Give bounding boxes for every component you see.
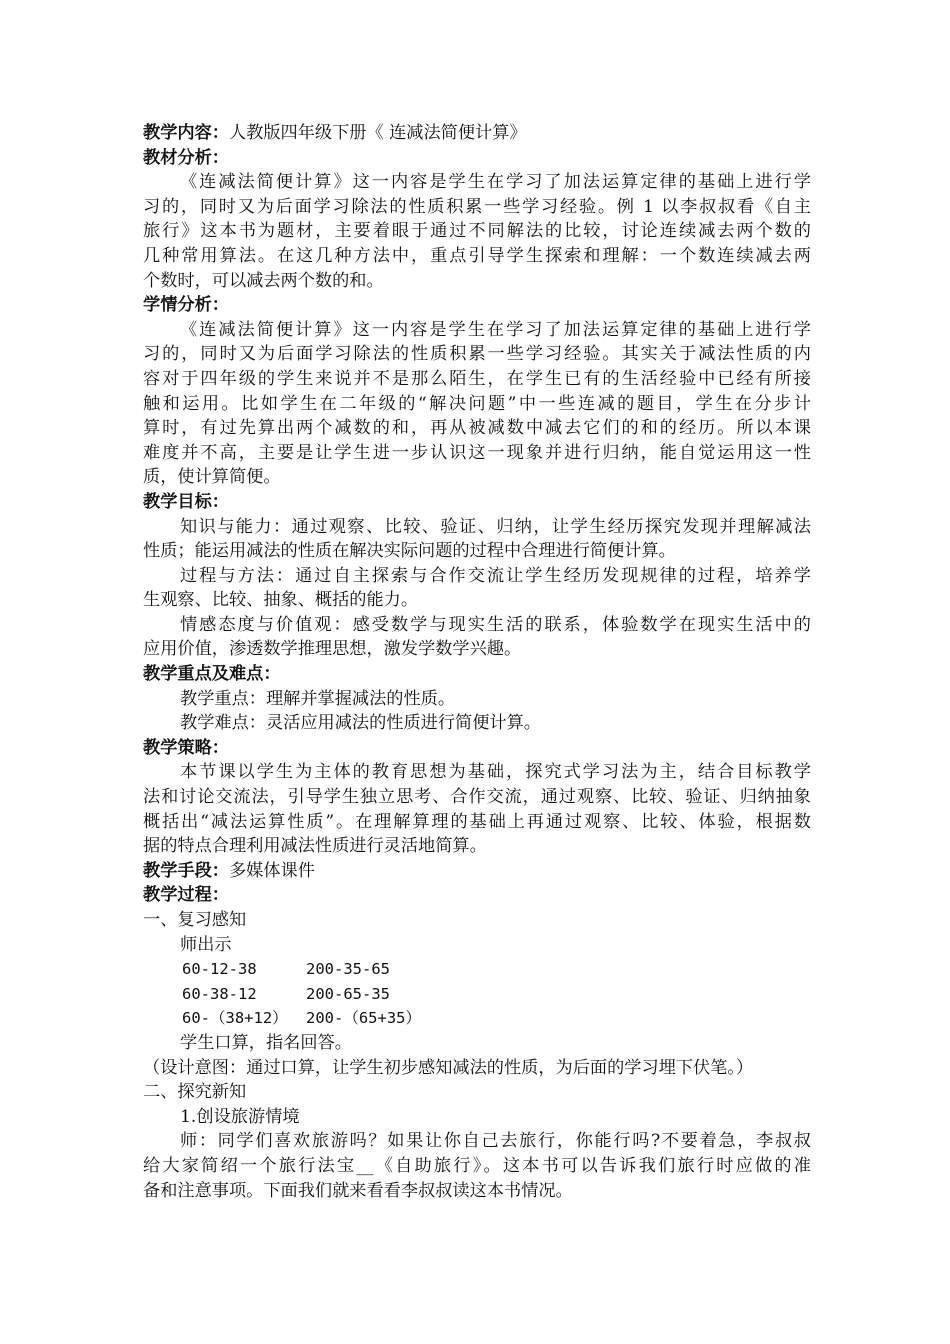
section-title: 一、复习感知	[143, 910, 247, 930]
paragraph-line: 过程与方法：通过自主探索与合作交流让学生经历发现规律的过程，培养学	[180, 565, 811, 586]
calculation-expression: 60-12-38	[182, 960, 257, 979]
strategy-heading: 教学策略：	[143, 737, 229, 758]
objectives-heading: 教学目标：	[143, 491, 229, 512]
document-body	[143, 121, 811, 1203]
key-points-heading: 教学重点及难点：	[143, 664, 281, 685]
paragraph-line: 旅行》这本书为题材，主要着眼于通过不同解法的比较，讨论连续减去两个数的	[143, 221, 811, 242]
paragraph-line: 难度并不高，主要是让学生进一步认识这一现象并进行归纳，能自觉运用这一性	[143, 442, 811, 463]
paragraph-line: 法和讨论交流法，引导学生独立思考、合作交流，通过观察、比较、验证、归纳抽象	[143, 787, 811, 808]
paragraph-line: 习的，同时又为后面学习除法的性质积累一些学习经验。其实关于减法性质的内	[143, 344, 811, 365]
teaching-content-value: 人教版四年级下册《 连减法简便计算》	[228, 123, 527, 143]
calculation-expression: 200-35-65	[306, 960, 390, 979]
teaching-content-line	[143, 121, 811, 146]
paragraph-line: 《连减法简便计算》这一内容是学生在学习了加法运算定律的基础上进行学	[180, 319, 811, 340]
paragraph-line: 生观察、比较、抽象、概括的能力。	[143, 590, 419, 611]
calculation-expression: 200-（65+35）	[306, 1009, 421, 1028]
paragraph-line: 概括出“减法运算性质”。在理解算理的基础上再通过观察、比较、体验，根据数	[143, 811, 811, 832]
paragraph-line: 几种常用算法。在这几种方法中，重点引导学生探索和理解：一个数连续减去两	[143, 245, 811, 266]
paragraph-line: 备和注意事项。下面我们就来看看李叔叔读这本书情况。	[143, 1180, 573, 1201]
process-heading: 教学过程：	[143, 885, 229, 906]
paragraph-line: 《连减法简便计算》这一内容是学生在学习了加法运算定律的基础上进行学	[180, 172, 811, 193]
paragraph-line: 容对于四年级的学生来说并不是那么陌生，在学生已有的生活经验中已经有所接	[143, 368, 811, 389]
calculation-row	[143, 1006, 811, 1031]
calculation-expression: 60-38-12	[182, 984, 257, 1003]
student-analysis-heading: 学情分析：	[143, 295, 229, 316]
paragraph-line: 个数时，可以减去两个数的和。	[143, 270, 384, 291]
paragraph-line: 师：同学们喜欢旅游吗？如果让你自己去旅行，你能行吗?不要着急，李叔叔	[180, 1131, 811, 1152]
paragraph-line: 据的特点合理利用减法性质进行灵活地简算。	[143, 836, 487, 857]
paragraph-line: 算时，有过先算出两个减数的和，再从被减数中减去它们的和的经历。所以本课	[143, 418, 811, 439]
paragraph-line: 学生口算，指名回答。	[180, 1032, 352, 1053]
calculation-row	[143, 957, 811, 982]
calculation-row	[143, 982, 811, 1007]
paragraph-line: 性质；能运用减法的性质在解决实际问题的过程中合理进行简便计算。	[143, 541, 676, 562]
calculation-expression: 200-65-35	[306, 984, 390, 1003]
teaching-means-line	[143, 859, 811, 884]
teaching-means-value: 多媒体课件	[228, 860, 315, 881]
paragraph-line: 教学重点：理解并掌握减法的性质。	[180, 688, 456, 709]
paragraph-line: 本节课以学生为主体的教育思想为基础，探究式学习法为主，结合目标教学	[180, 762, 811, 783]
paragraph-line: 习的，同时又为后面学习除法的性质积累一些学习经验。例 1 以李叔叔看《自主	[143, 196, 811, 217]
teaching-means-label: 教学手段：	[143, 860, 229, 881]
design-intent-note: （设计意图：通过口算，让学生初步感知减法的性质，为后面的学习埋下伏笔。）	[143, 1057, 754, 1078]
teaching-content-label: 教学内容：	[143, 123, 229, 143]
paragraph-line: 师出示	[180, 934, 232, 955]
paragraph-line: 教学难点：灵活应用减法的性质进行简便计算。	[180, 713, 541, 734]
paragraph-line: 给大家简绍一个旅行法宝__《自助旅行》。这本书可以告诉我们旅行时应做的准	[143, 1155, 811, 1176]
calculation-expression: 60-（38+12）	[182, 1009, 288, 1028]
textbook-analysis-heading: 教材分析：	[143, 147, 229, 168]
subsection-title: 1.创设旅游情境	[180, 1106, 300, 1127]
paragraph-line: 应用价值，渗透数学推理思想，激发学数学兴趣。	[143, 639, 522, 660]
paragraph-line: 质，使计算简便。	[143, 467, 281, 488]
section-title: 二、探究新知	[143, 1082, 247, 1103]
paragraph-line: 知识与能力：通过观察、比较、验证、归纳，让学生经历探究发现并理解减法	[180, 516, 811, 537]
paragraph-line: 触和运用。比如学生在二年级的“解决问题”中一些连减的题目，学生在分步计	[143, 393, 811, 414]
paragraph-line: 情感态度与价值观：感受数学与现实生活的联系，体验数学在现实生活中的	[180, 614, 811, 635]
